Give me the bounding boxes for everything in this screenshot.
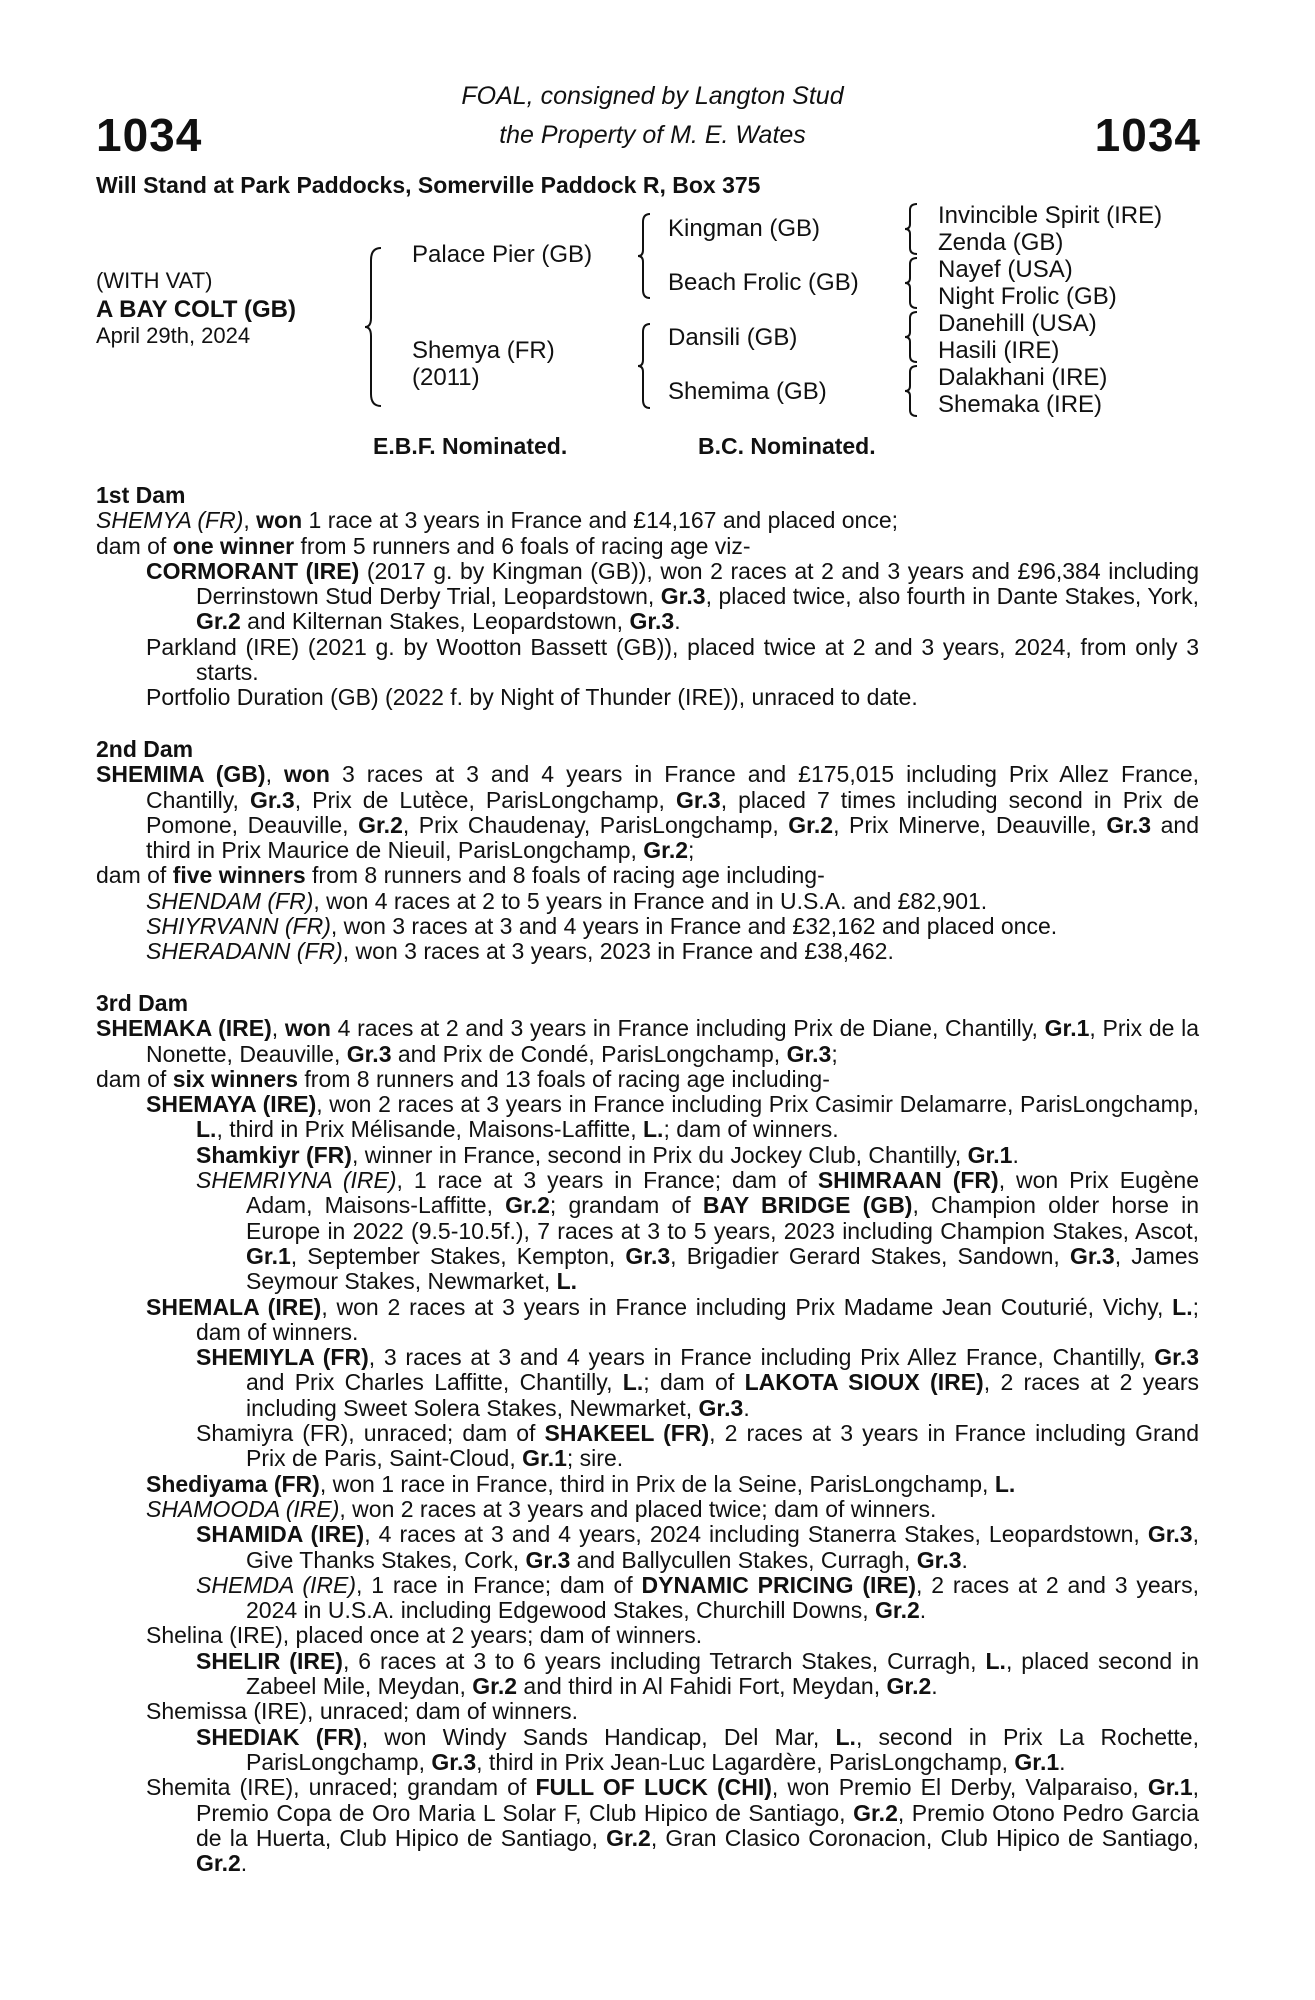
foaling-date: April 29th, 2024 [96,323,251,348]
section-heading: 2nd Dam [96,736,194,762]
produce-entry: Shemita (IRE), unraced; grandam of FULL OF LUCK (CHI), won Premio El Derby, Valparaiso, Gr.1, Premio Copa de Oro Maria L Solar F, Club Hipico de Santiago, Gr.2, Premio Otono Pedro Garcia de la Huerta, Club Hipico de Santiago, Gr.2, Gran Clasico Coronacion, Club Hipico de Santiago, Gr.2. [146,1774,1200,1877]
section-second-dam [96,737,1199,965]
gen3-sss: Invincible Spirit (IRE) [938,202,1163,229]
pedigree-brace-sd [903,256,921,310]
produce-entry: SHEMAKA (IRE), won 4 races at 2 and 3 years in France including Prix de Diane, Chantilly, Gr.1, Prix de la Nonette, Deauville, Gr.3 and Prix de Condé, ParisLongchamp, Gr.3; [96,1015,1200,1067]
section-third-dam [96,991,1199,1876]
produce-entry: SHEMIMA (GB), won 3 races at 3 and 4 years in France and £175,015 including Prix Allez France, Chantilly, Gr.3, Prix de Lutèce, ParisLongchamp, Gr.3, placed 7 times including second in Prix de Pomone, Deauville, Gr.2, Prix Chaudenay, ParisLongchamp, Gr.2, Prix Minerve, Deauville, Gr.3 and third in Prix Maurice de Nieuil, ParisLongchamp, Gr.2; [96,761,1200,864]
sire-dam: Beach Frolic (GB) [668,269,859,296]
stabling-info: Will Stand at Park Paddocks, Somerville Paddock R, Box 375 [96,172,761,198]
gen3-dds: Dalakhani (IRE) [938,364,1108,391]
produce-entry: dam of five winners from 8 runners and 8 foals of racing age including- [96,862,825,889]
produce-entry: dam of six winners from 8 runners and 13 foals of racing age including- [96,1065,830,1092]
dam-year: (2011) [412,364,480,391]
produce-entry: SHAMIDA (IRE), 4 races at 3 and 4 years, 2024 including Stanerra Stakes, Leopardstown, Gr.3, Give Thanks Stakes, Cork, Gr.3 and Ballycullen Stakes, Curragh, Gr.3. [196,1521,1199,1573]
produce-entry: Parkland (IRE) (2021 g. by Wootton Bassett (GB)), placed twice at 2 and 3 years, 2024, from only 3 starts. [146,633,1199,686]
vat-note: (WITH VAT) [96,268,213,293]
dam-dam: Shemima (GB) [668,378,827,405]
produce-entry: SHEMALA (IRE), won 2 races at 3 years in France including Prix Madame Jean Couturié, Vichy, L.; dam of winners. [146,1293,1199,1345]
produce-entry: Portfolio Duration (GB) (2022 f. by Night of Thunder (IRE)), unraced to date. [146,684,918,711]
produce-entry: SHIYRVANN (FR), won 3 races at 3 and 4 years in France and £32,162 and placed once. [146,913,1058,940]
produce-entry: SHEDIAK (FR), won Windy Sands Handicap, Del Mar, L., second in Prix La Rochette, ParisLongchamp, Gr.3, third in Prix Jean-Luc Lagardère, ParisLongchamp, Gr.1. [196,1723,1199,1775]
bc-nomination: B.C. Nominated. [698,433,876,459]
section-heading: 3rd Dam [96,990,189,1016]
pedigree-brace-ds [903,310,921,364]
dam-name: Shemya (FR) [412,337,555,364]
gen3-dsd: Hasili (IRE) [938,337,1060,364]
produce-entry: SHEMAYA (IRE), won 2 races at 3 years in France including Prix Casimir Delamarre, ParisLongchamp, L., third in Prix Mélisande, Maisons-Laffitte, L.; dam of winners. [146,1091,1199,1143]
produce-entry: Shamkiyr (FR), winner in France, second in Prix du Jockey Club, Chantilly, Gr.1. [196,1141,1019,1168]
sire-name: Palace Pier (GB) [412,241,593,268]
gen3-sds: Nayef (USA) [938,256,1073,283]
dam-sire: Dansili (GB) [668,324,798,351]
produce-entry: Shemissa (IRE), unraced; dam of winners. [146,1698,579,1725]
section-heading: 1st Dam [96,482,186,508]
owner-line: the Property of M. E. Wates [499,121,806,149]
produce-entry: SHAMOODA (IRE), won 2 races at 3 years and placed twice; dam of winners. [146,1495,937,1522]
pedigree-brace-dd [903,364,921,418]
produce-entry: CORMORANT (IRE) (2017 g. by Kingman (GB)), won 2 races at 2 and 3 years and £96,384 including Derrinstown Stud Derby Trial, Leopardstown, Gr.3, placed twice, also fourth in Dante Stakes, York, Gr.2 and Kilternan Stakes, Leopardstown, Gr.3. [146,557,1200,635]
produce-entry: Shediyama (FR), won 1 race in France, third in Prix de la Seine, ParisLongchamp, L. [146,1470,1016,1497]
produce-entry: SHEMIYLA (FR), 3 races at 3 and 4 years in France including Prix Allez France, Chantilly, Gr.3 and Prix Charles Laffitte, Chantilly, L.; dam of LAKOTA SIOUX (IRE), 2 races at 2 years including Sweet Solera Stakes, Newmarket, Gr.3. [196,1344,1200,1421]
horse-name: A BAY COLT (GB) [96,296,297,323]
ebf-nomination: E.B.F. Nominated. [373,433,568,459]
pedigree-brace-dam [636,322,654,410]
gen3-sdd: Night Frolic (GB) [938,283,1117,310]
sire-sire: Kingman (GB) [668,215,821,242]
gen3-ddd: Shemaka (IRE) [938,391,1103,418]
produce-entry: SHEMYA (FR), won 1 race at 3 years in France and £14,167 and placed once; [96,507,899,534]
produce-entry: Shamiyra (FR), unraced; dam of SHAKEEL (FR), 2 races at 3 years in France including Grand Prix de Paris, Saint-Cloud, Gr.1; sire. [196,1420,1199,1472]
pedigree-brace-ss [903,202,921,256]
produce-entry: SHENDAM (FR), won 4 races at 2 to 5 years in France and in U.S.A. and £82,901. [146,887,988,914]
lot-number-left: 1034 [96,109,203,161]
produce-entry: Shelina (IRE), placed once at 2 years; dam of winners. [146,1622,703,1649]
produce-entry: SHEMDA (IRE), 1 race in France; dam of DYNAMIC PRICING (IRE), 2 races at 2 and 3 years, 2024 in U.S.A. including Edgewood Stakes, Churchill Downs, Gr.2. [196,1571,1199,1624]
produce-entry: SHEMRIYNA (IRE), 1 race at 3 years in France; dam of SHIMRAAN (FR), won Prix Eugène Adam, Maisons-Laffitte, Gr.2; grandam of BAY BRIDGE (GB), Champion older horse in Europe in 2022 (9.5-10.5f.), 7 races at 3 to 5 years, 2023 including Champion Stakes, Ascot, Gr.1, September Stakes, Kempton, Gr.3, Brigadier Gerard Stakes, Sandown, Gr.3, James Seymour Stakes, Newmarket, L. [196,1167,1199,1295]
produce-entry: dam of one winner from 5 runners and 6 foals of racing age viz- [96,532,751,559]
gen3-ssd: Zenda (GB) [938,229,1064,256]
produce-entry: SHELIR (IRE), 6 races at 3 to 6 years including Tetrarch Stakes, Curragh, L., placed second in Zabeel Mile, Meydan, Gr.2 and third in Al Fahidi Fort, Meydan, Gr.2. [196,1647,1200,1700]
produce-entry: SHERADANN (FR), won 3 races at 3 years, 2023 in France and £38,462. [146,938,894,965]
lot-number-right: 1034 [1094,109,1201,161]
gen3-dss: Danehill (USA) [938,310,1097,337]
section-first-dam [96,483,1199,711]
consignor-line: FOAL, consigned by Langton Stud [461,82,844,110]
pedigree-brace-sire [636,212,654,300]
pedigree-brace-main [363,246,385,408]
